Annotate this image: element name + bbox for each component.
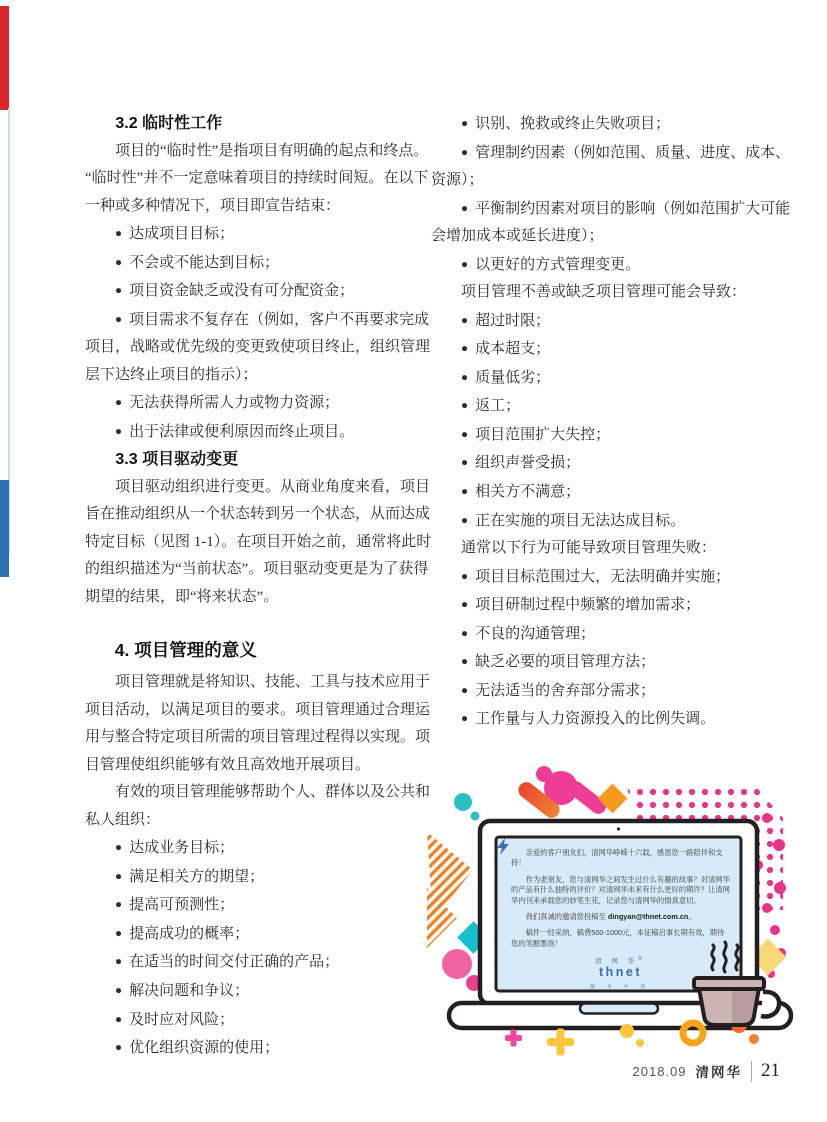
bullet-item: ● 在适当的时间交付正确的产品； — [85, 948, 439, 977]
bullet-item: ● 识别、挽救或终止失败项目； — [431, 110, 799, 139]
logo-tagline: 服 务 中 国 — [590, 984, 651, 990]
bullet-item: ● 提高成功的概率； — [85, 920, 439, 949]
bullet-item: ● 项目目标范围过大，无法明确并实施； — [431, 563, 799, 592]
section-3-2-heading: 3.2 临时性工作 — [115, 115, 223, 132]
section-4-bullet-list — [85, 834, 439, 1062]
bullet-item: ● 优化组织资源的使用； — [85, 1034, 439, 1063]
bullet-item: ● 组织声誉受损； — [431, 449, 799, 478]
section-4-body: 项目管理就是将知识、技能、工具与技术应用于项目活动，以满足项目的要求。项目管理通过合理运用与整合特定项目所需的项目管理过程得以实现。项目管理使组织能够有效且高效地开展项目。 — [85, 674, 431, 773]
screen-message — [497, 838, 742, 992]
webcam-dot — [617, 827, 620, 830]
footer-divider — [751, 1061, 752, 1082]
bullet-item: ● 缺乏必要的项目管理方法； — [431, 648, 799, 677]
poor-management-lead: 项目管理不善或缺乏项目管理可能会导致： — [461, 284, 747, 301]
failure-lead: 通常以下行为可能导致项目管理失败： — [461, 540, 717, 557]
bullet-item: ● 达成项目目标； — [85, 220, 439, 249]
bullet-item: ● 超过时限； — [431, 307, 799, 336]
edge-mark-blue — [0, 480, 9, 577]
section-3-2-bullet-list — [85, 220, 439, 446]
bullet-item: ● 相关方不满意； — [431, 478, 799, 507]
registered-mark: ® — [638, 956, 646, 963]
logo-chinese: 清 网 华® — [595, 956, 646, 966]
section-4-heading: 4. 项目管理的意义 — [114, 640, 257, 661]
bullet-item: ● 正在实施的项目无法达成目标。 — [431, 507, 799, 536]
bullet-item: ● 无法获得所需人力或物力资源； — [85, 389, 439, 418]
bullet-item: ● 及时应对风险； — [85, 1006, 439, 1035]
thnet-logo — [511, 955, 730, 993]
bullet-item: ● 项目资金缺乏或没有可分配资金； — [85, 277, 439, 306]
magazine-brand: 清网华 — [695, 1065, 742, 1080]
section-3-3-body: 项目驱动组织进行变更。从商业角度来看，项目旨在推动组织从一个状态转到另一个状态，从而达成特定目标（见图 1-1）。在项目开始之前，通常将此时的组织描述为“当前状态”。项目驱动变更是为了获得期望的结果，即“将来状态”。 — [85, 478, 432, 605]
bullet-item: ● 工作量与人力资源投入的比例失调。 — [431, 705, 799, 734]
screen-paragraph-3 — [511, 912, 730, 922]
bullet-item: ● 返工； — [431, 392, 799, 421]
edge-mark-red — [0, 6, 9, 110]
benefit-bullet-list — [431, 110, 799, 279]
left-column — [85, 110, 439, 1063]
bullet-item: ● 项目研制过程中频繁的增加需求； — [431, 591, 799, 620]
bullet-item: ● 达成业务目标； — [85, 834, 439, 863]
bullet-item: ● 满足相关方的期望； — [85, 863, 439, 892]
bullet-item: ● 提高可预测性； — [85, 891, 439, 920]
section-3-3-heading: 3.3 项目驱动变更 — [115, 451, 239, 469]
poor-management-bullet-list — [431, 307, 799, 535]
section-3-2-intro: 项目的“临时性”是指项目有明确的起点和终点。“临时性”并不一定意味着项目的持续时间短。在以下一种或多种情况下，项目即宣告结束： — [85, 142, 429, 214]
email-address: dingyan@thnet.com.cn — [607, 912, 689, 922]
bullet-item: ● 平衡制约因素对项目的影响（例如范围扩大可能会增加成本或延长进度）； — [431, 195, 799, 251]
right-column — [431, 110, 799, 734]
section-4-lead-in: 有效的项目管理能够帮助个人、群体以及公共和私人组织： — [85, 784, 431, 828]
failure-bullet-list — [431, 563, 799, 734]
bullet-item: ● 解决问题和争议； — [85, 977, 439, 1006]
screen-paragraph-1: 亲爱的客户朋友们，清网华峥嵘十六载，感恩您一路陪伴和支持！ — [511, 848, 723, 868]
logo-latin: thnet — [598, 965, 643, 980]
bullet-item: ● 成本超支； — [431, 335, 799, 364]
submission-text: 我们真诚的邀请您投稿至 — [525, 912, 608, 922]
bullet-item: ● 以更好的方式管理变更。 — [431, 251, 799, 280]
bullet-item: ● 质量低劣； — [431, 364, 799, 393]
page-number: 21 — [761, 1060, 780, 1081]
screen-paragraph-2: 作为老朋友，您与清网华之间发生过什么有趣的故事？对清网华的产品有什么独特的评价？对清网华未来有什么更好的期许？让清网华内刊来承载您的妙笔生花，记录您与清网华的情真意切。 — [511, 874, 730, 905]
bullet-item: ● 项目范围扩大失控； — [431, 421, 799, 450]
laptop-base-notch — [580, 1004, 658, 1014]
laptop-illustration — [427, 748, 827, 1070]
issue-date: 2018.09 — [632, 1063, 687, 1079]
bullet-item: ● 无法适当的舍弃部分需求； — [431, 677, 799, 706]
bullet-item: ● 出于法律或便利原因而终止项目。 — [85, 418, 439, 447]
page-footer — [0, 1060, 780, 1082]
bullet-item: ● 不良的沟通管理； — [431, 620, 799, 649]
submission-text-suffix: 。 — [688, 912, 696, 922]
bullet-item: ● 管理制约因素（例如范围、质量、进度、成本、资源）； — [431, 139, 799, 195]
lightning-bolt-icon — [497, 838, 509, 855]
screen-paragraph-4: 稿件一经采纳，稿费500-1000元，本征稿启事长期有效，期待您的笔酣墨饱！ — [511, 928, 725, 948]
cup-handle — [761, 992, 779, 1017]
bullet-item: ● 项目需求不复存在（例如，客户不再要求完成项目，战略或优先级的变更致使项目终止，组织管理层下达终止项目的指示）； — [85, 306, 439, 390]
bullet-item: ● 不会或不能达到目标； — [85, 249, 439, 278]
